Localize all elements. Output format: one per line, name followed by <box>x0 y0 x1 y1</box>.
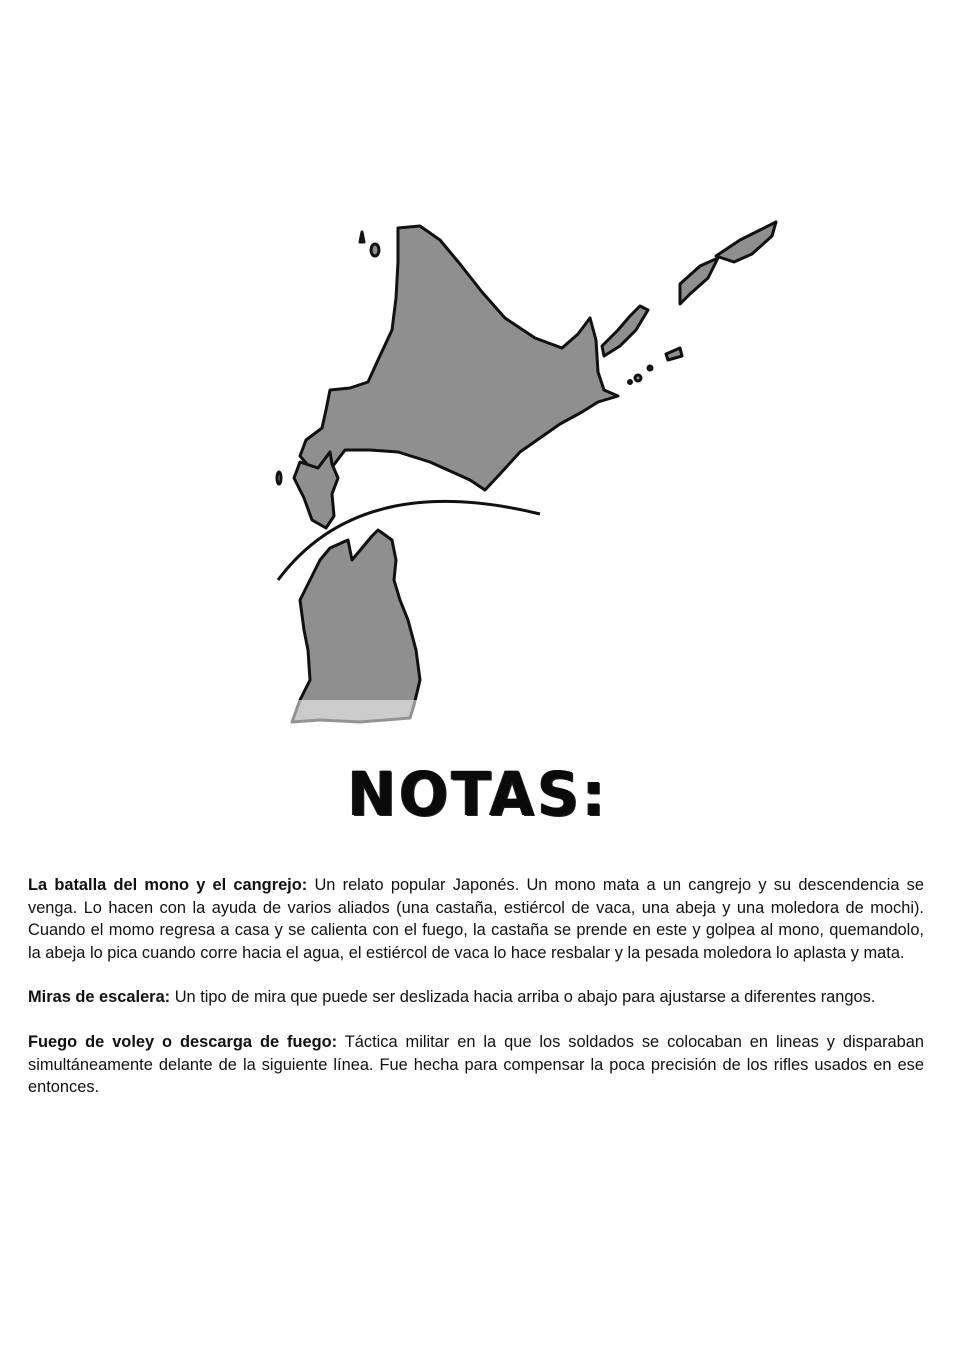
note-item <box>28 1031 924 1099</box>
note-term: Fuego de voley o descarga de fuego: <box>28 1032 338 1051</box>
kuril-island-1 <box>602 306 648 356</box>
note-item <box>28 874 924 964</box>
islet-rebun <box>371 244 379 256</box>
note-text: Un tipo de mira que puede ser deslizada hacia arriba o abajo para ajustarse a diferentes rangos. <box>174 988 876 1007</box>
notes-section <box>28 874 924 1121</box>
note-term: La batalla del mono y el cangrejo: <box>28 876 308 894</box>
kuril-island-4 <box>666 348 682 360</box>
note-text: Un relato popular Japonés. Un mono mata a un cangrejo y su descendencia se venga. Lo hacen con la ayuda de varios aliados (una castaña, estiércol de vaca, una abeja y una moledora de mochi). Cuando el momo regresa a casa y se calienta con el fuego, la castaña se prende en este y golpea al mono, quemandolo, la abeja lo pica cuando corre hacia el agua, el estiércol de vaca lo hace resbalar y la pesada moledora lo aplasta y mata. <box>28 876 924 962</box>
hokkaido-island <box>300 226 618 490</box>
note-item <box>28 986 924 1009</box>
islet-habomai-2 <box>648 366 652 370</box>
kuril-island-3 <box>716 222 776 262</box>
islet-habomai-1 <box>635 375 641 381</box>
islet-rishiri <box>360 232 364 242</box>
honshu-island <box>292 530 420 722</box>
kuril-island-2 <box>680 258 718 304</box>
islet-habomai-3 <box>629 381 632 384</box>
note-term: Miras de escalera: <box>28 988 171 1007</box>
note-text: Táctica militar en la que los soldados se colocaban en lineas y disparaban simultáneamente delante de la siguiente línea. Fue hecha para compensar la poca precisión de los rifles usados en ese entonces. <box>28 1032 924 1097</box>
page-title: NOTAS: <box>347 758 609 830</box>
islet-okushiri <box>277 472 281 484</box>
